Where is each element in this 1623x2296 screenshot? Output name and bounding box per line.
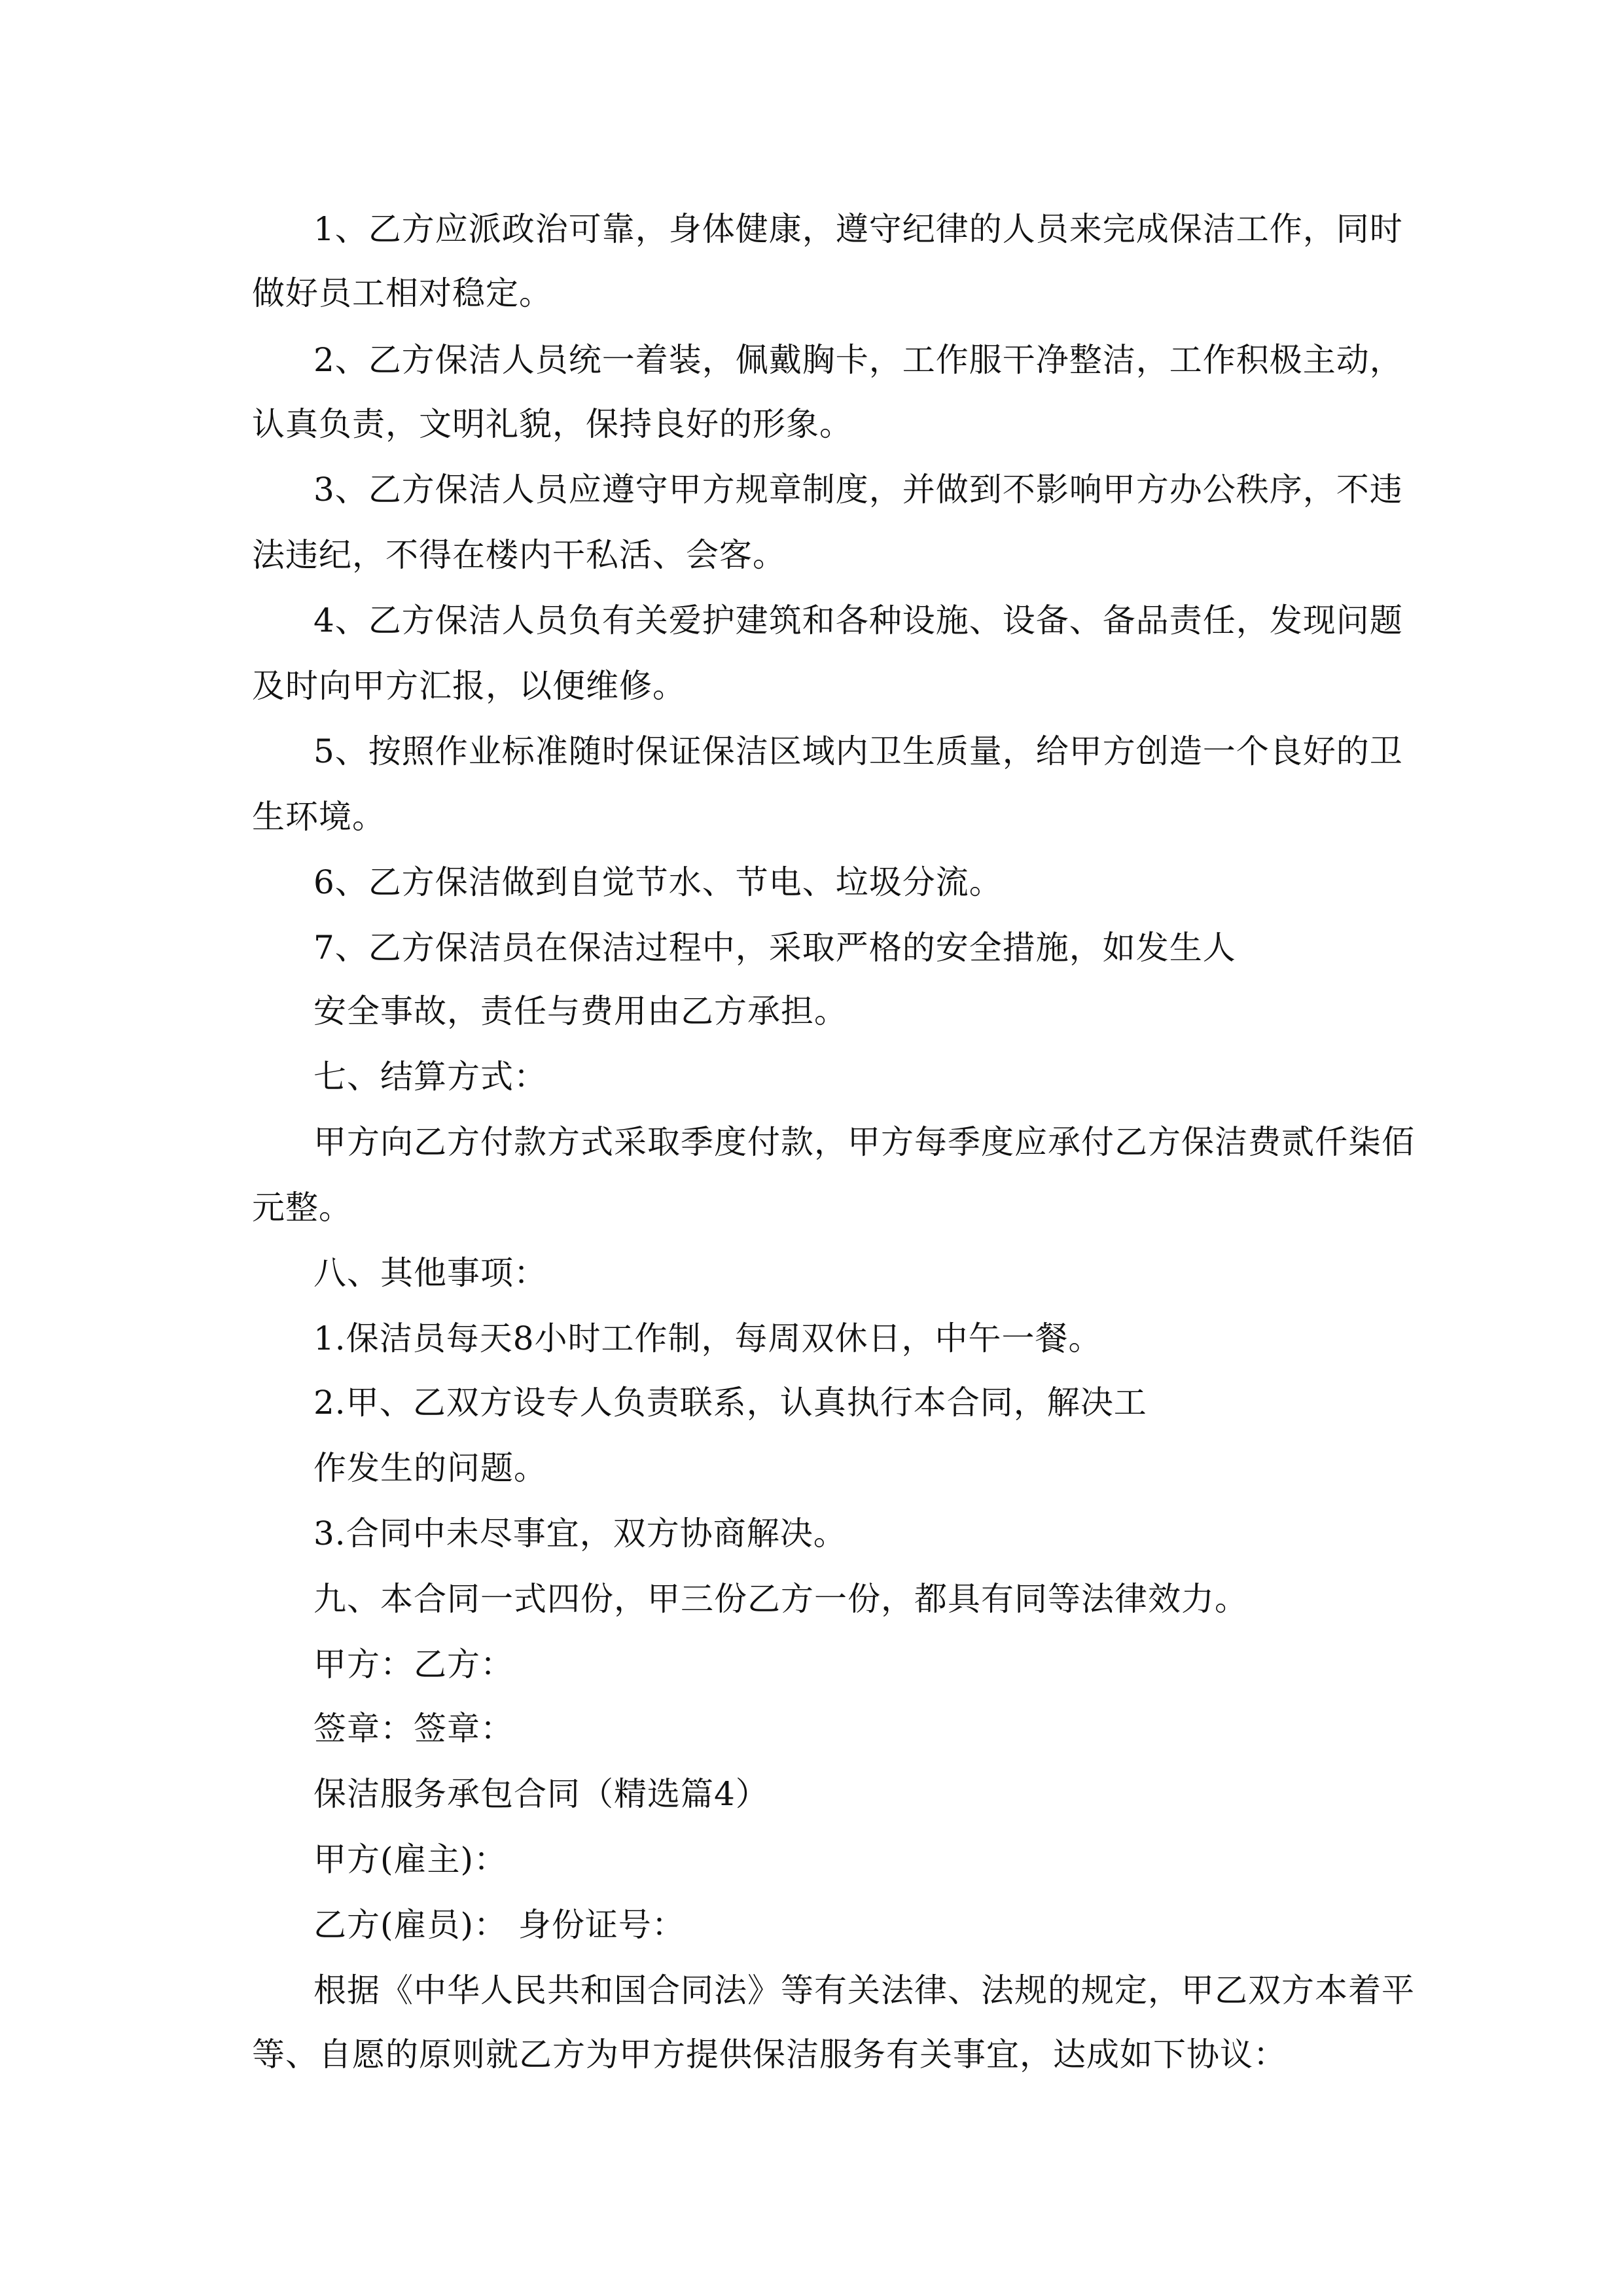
other-item-3: 3.合同中未尽事宜，双方协商解决。: [313, 1515, 847, 1552]
clause-2-line-1: 2、乙方保洁人员统一着装，佩戴胸卡，工作服干净整洁，工作积极主动，: [313, 341, 1403, 379]
other-item-2-line-1: 2.甲、乙双方设专人负责联系，认真执行本合同，解决工: [313, 1384, 1147, 1422]
clause-6-line: 6、乙方保洁做到自觉节水、节电、垃圾分流。: [313, 863, 1003, 901]
party-b-line: 乙方(雇员)： 身份证号：: [313, 1906, 685, 1944]
contract-title: 保洁服务承包合同（精选篇4）: [313, 1775, 769, 1813]
clause-5-line-1: 5、按照作业标准随时保证保洁区域内卫生质量，给甲方创造一个良好的卫: [313, 732, 1403, 770]
clause-4-line-2: 及时向甲方汇报，以便维修。: [252, 667, 686, 705]
section-8-heading: 八、其他事项：: [313, 1254, 547, 1292]
clause-7-line-1: 7、乙方保洁员在保洁过程中，采取严格的安全措施，如发生人: [313, 929, 1236, 967]
clause-4-line-1: 4、乙方保洁人员负有关爱护建筑和各种设施、设备、备品责任，发现问题: [313, 601, 1403, 639]
clause-1-line-1: 1、乙方应派政治可靠，身体健康，遵守纪律的人员来完成保洁工作，同时: [313, 210, 1403, 248]
other-item-1: 1.保洁员每天8小时工作制，每周双休日，中午一餐。: [313, 1319, 1102, 1357]
preamble-line-2: 等、自愿的原则就乙方为甲方提供保洁服务有关事宜，达成如下协议：: [252, 2036, 1287, 2073]
payment-line-2: 元整。: [252, 1189, 352, 1227]
clause-7-line-2: 安全事故，责任与费用由乙方承担。: [313, 992, 847, 1030]
preamble-line-1: 根据《中华人民共和国合同法》等有关法律、法规的规定，甲乙双方本着平: [313, 1971, 1415, 2009]
clause-3-line-1: 3、乙方保洁人员应遵守甲方规章制度，并做到不影响甲方办公秩序，不违: [313, 471, 1403, 509]
clause-1-line-2: 做好员工相对稳定。: [252, 274, 552, 312]
signature-line: 签章：签章：: [313, 1710, 514, 1748]
party-a-line: 甲方(雇主)：: [313, 1840, 508, 1878]
section-9-line: 九、本合同一式四份，甲三份乙方一份，都具有同等法律效力。: [313, 1580, 1248, 1618]
payment-line-1: 甲方向乙方付款方式采取季度付款，甲方每季度应承付乙方保洁费贰仟柒佰: [313, 1123, 1415, 1161]
parties-line: 甲方：乙方：: [313, 1645, 514, 1683]
section-7-heading: 七、结算方式：: [313, 1058, 547, 1096]
clause-2-line-2: 认真负责，文明礼貌，保持良好的形象。: [252, 405, 853, 443]
clause-3-line-2: 法违纪，不得在楼内干私活、会客。: [252, 536, 786, 574]
other-item-2-line-2: 作发生的问题。: [313, 1449, 547, 1487]
clause-5-line-2: 生环境。: [252, 798, 385, 836]
